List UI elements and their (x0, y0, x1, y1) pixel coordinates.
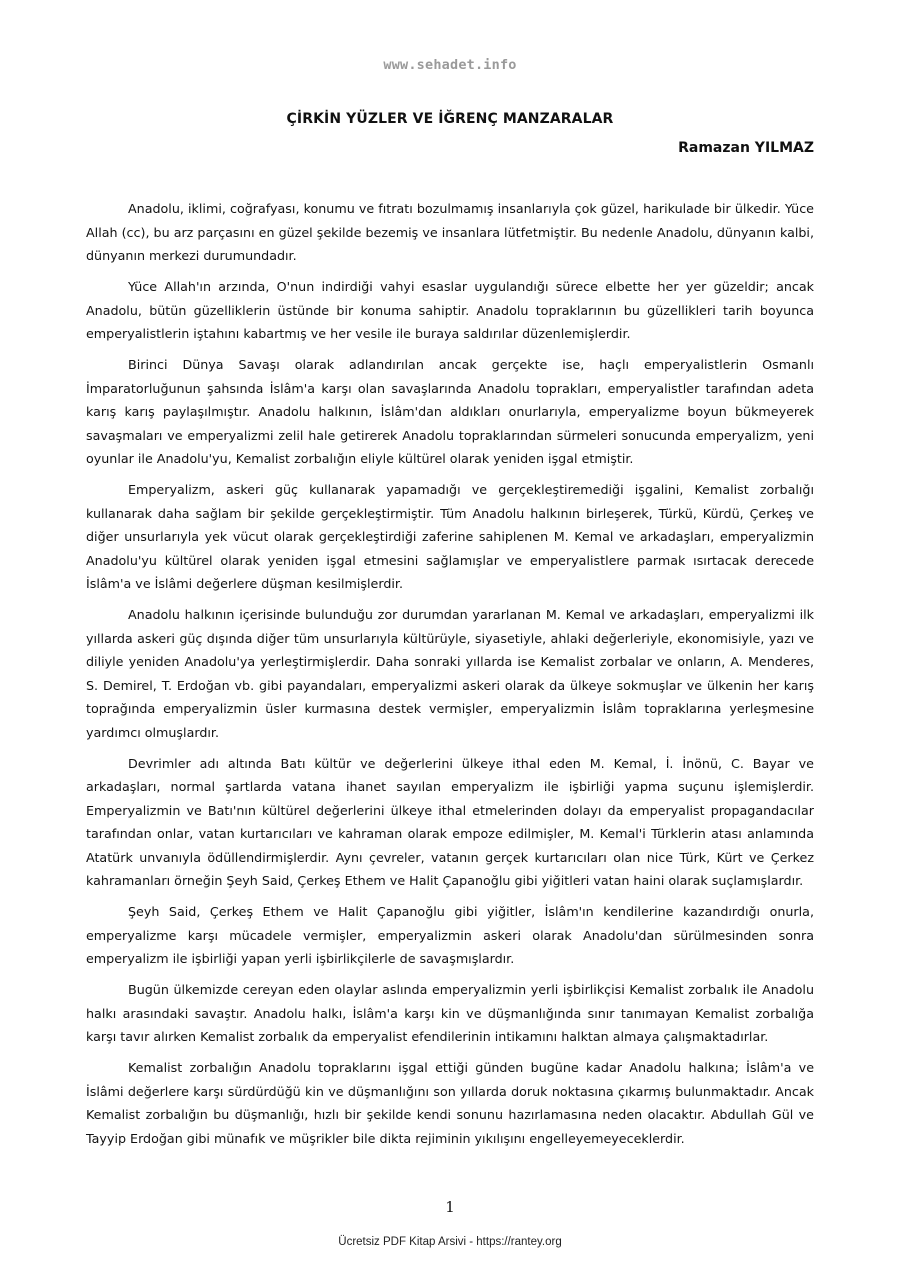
paragraph: Yüce Allah'ın arzında, O'nun indirdiği vahyi esaslar uygulandığı sürece elbette her yer güzeldir; ancak Anadolu, bütün güzelliklerin üstünde bir konuma sahiptir. Anadolu topraklarının bu güzellikleri tarih boyunca emperyalistlerin iştahını kabartmış ve her vesile ile buraya saldırılar düzenlemişlerdir. (86, 279, 814, 341)
paragraph: Anadolu halkının içerisinde bulunduğu zor durumdan yararlanan M. Kemal ve arkadaşları, emperyalizmi ilk yıllarda askeri güç dışında diğer tüm unsurlarıyla kültürüyle, siyasetiyle, ahlaki değerleriyle, ekonomisiyle, yazı ve diliyle yeniden Anadolu'ya yerleştirmişlerdir. Daha sonraki yıllarda ise Kemalist zorbalar ve onların, A. Menderes, S. Demirel, T. Erdoğan vb. gibi payandaları, emperyalizmi askeri olarak da ülkeye sokmuşlar ve ülkenin her karış toprağında emperyalizmin üsler kurmasına destek vermişler, emperyalizmin İslâm topraklarına yerleşmesine yardımcı olmuşlardır. (86, 607, 814, 740)
paragraph: Birinci Dünya Savaşı olarak adlandırılan ancak gerçekte ise, haçlı emperyalistlerin Osmanlı İmparatorluğunun şahsında İslâm'a karşı olan savaşlarında Anadolu toprakları, emperyalistler tarafından adeta karış karış paylaşılmıştır. Anadolu halkının, İslâm'dan aldıkları onurlarıyla, emperyalizme boyun bükmeyerek savaşmaları ve emperyalizmi zelil hale getirerek Anadolu topraklarından sürmeleri sonucunda emperyalizm, yeni oyunlar ile Anadolu'yu, Kemalist zorbalığın eliyle kültürel olarak yeniden işgal etmiştir. (86, 357, 814, 466)
paragraph: Devrimler adı altında Batı kültür ve değerlerini ülkeye ithal eden M. Kemal, İ. İnönü, C. Bayar ve arkadaşları, normal şartlarda vatana ihanet sayılan emperyalizm ile işbirliği yapma suçunu işlemişlerdir. Emperyalizmin ve Batı'nın kültürel değerlerini ülkeye ithal etmelerinden dolayı da emperyalist propagandacılar tarafından onlar, vatan kurtarıcıları ve kahraman olarak empoze edilmişler, M. Kemal'i Türklerin atası anlamında Atatürk unvanıyla ödüllendirmişlerdir. Aynı çevreler, vatanın gerçek kurtarıcıları olan nice Türk, Kürt ve Çerkez kahramanları örneğin Şeyh Said, Çerkeş Ethem ve Halit Çapanoğlu gibi yiğitleri vatan haini olarak suçlamışlardır. (86, 755, 814, 888)
paragraph: Emperyalizm, askeri güç kullanarak yapamadığı ve gerçekleştiremediği işgalini, Kemalist zorbalığı kullanarak daha sağlam bir şekilde gerçekleştirmiştir. Tüm Anadolu halkının birleşerek, Türkü, Kürdü, Çerkeş ve diğer unsurlarıyla yek vücut olarak gerçekleştirdiği zaferine sahiplenen M. Kemal ve arkadaşları, emperyalizmin Anadolu'yu kültürel olarak yeniden işgal etmesini sağlamışlar ve emperyalistlere parmak ısırtacak derecede İslâm'a ve İslâmi değerlere düşman kesilmişlerdir. (86, 482, 814, 591)
site-header: www.sehadet.info (383, 57, 517, 73)
footer-text: Ücretsiz PDF Kitap Arsivi - https://rantey.org (338, 1236, 562, 1248)
paragraph: Kemalist zorbalığın Anadolu topraklarını işgal ettiği günden bugüne kadar Anadolu halkına; İslâm'a ve İslâmi değerlere karşı sürdürdüğü kin ve düşmanlığını son yıllarda doruk noktasına çıkarmış bulunmaktadır. Ancak Kemalist zorbalığın bu düşmanlığı, hızlı bir şekilde kendi sonunu hazırlamasına neden olacaktır. Abdullah Gül ve Tayyip Erdoğan gibi münafık ve müşrikler bile dikta rejiminin yıkılışını engelleyemeyeceklerdir. (86, 1060, 814, 1146)
paragraph: Anadolu, iklimi, coğrafyası, konumu ve fıtratı bozulmamış insanlarıyla çok güzel, harikulade bir ülkedir. Yüce Allah (cc), bu arz parçasını en güzel şekilde bezemiş ve insanlara lütfetmiştir. Bu nedenle Anadolu, dünyanın kalbi, dünyanın merkezi durumundadır. (86, 201, 814, 263)
article-body (86, 197, 814, 1158)
paragraph: Bugün ülkemizde cereyan eden olaylar aslında emperyalizmin yerli işbirlikçisi Kemalist zorbalık ile Anadolu halkı arasındaki savaştır. Anadolu halkı, İslâm'a karşı kin ve düşmanlığında sınır tanımayan Kemalist zorbalığa karşı tavır alırken Kemalist zorbalık da emperyalist efendilerinin intikamını halktan almaya çalışmaktadırlar. (86, 982, 814, 1044)
page-number: 1 (445, 1198, 455, 1216)
document-title: ÇİRKİN YÜZLER VE İĞRENÇ MANZARALAR (286, 111, 614, 127)
author-name: Ramazan YILMAZ (678, 140, 814, 156)
paragraph: Şeyh Said, Çerkeş Ethem ve Halit Çapanoğlu gibi yiğitler, İslâm'ın kendilerine kazandırdığı onurla, emperyalizme karşı mücadele vermişler, emperyalizmin askeri olarak Anadolu'dan sürülmesinden sonra emperyalizm ile işbirliği yapan yerli işbirlikçilerle de savaşmışlardır. (86, 904, 814, 966)
